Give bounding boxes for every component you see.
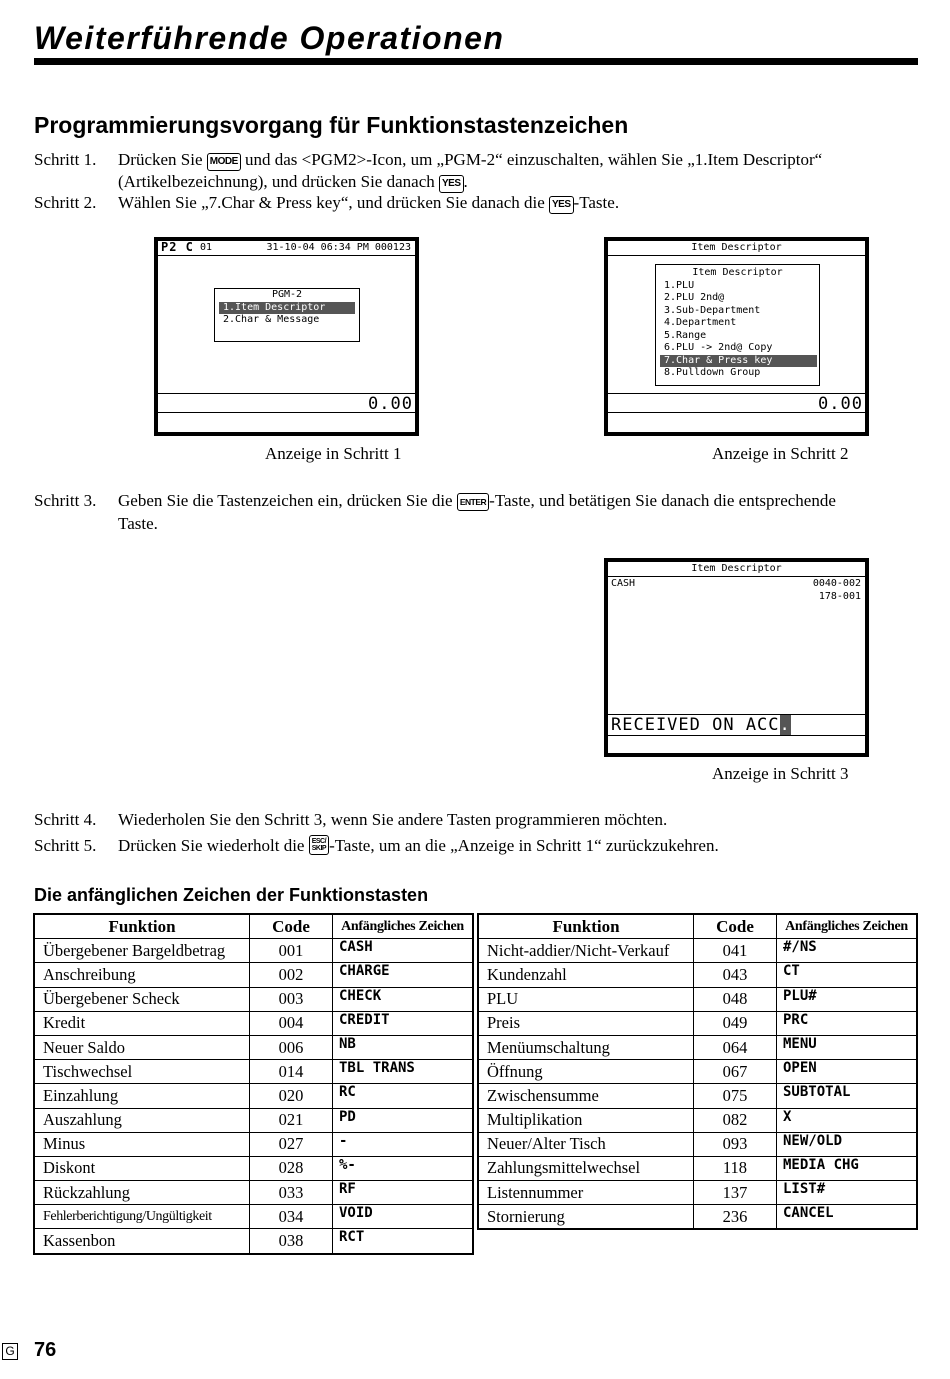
table-row [478,1035,917,1059]
cell-initial: NB [333,1035,474,1059]
cell-code: 038 [250,1229,333,1254]
menu-item[interactable]: 5.Range [664,329,707,341]
caption-screen-2: Anzeige in Schritt 2 [712,444,849,463]
step-text: Geben Sie die Tastenzeichen ein, drücken Sie die ENTER -Taste, und betätigen Sie danach die entsprechende [118,491,836,510]
menu-title: PGM-2 [271,289,303,300]
cell-function: Rückzahlung [34,1181,250,1205]
table-section-title: Die anfänglichen Zeichen der Funktionstasten [34,885,429,905]
cell-code: 020 [250,1084,333,1108]
table-row [34,1108,473,1132]
table-row [478,1108,917,1132]
menu-item[interactable]: 8.Pulldown Group [664,367,761,378]
cell-function: Anschreibung [34,963,250,987]
caption-screen-3: Anzeige in Schritt 3 [712,764,849,783]
text-cursor: . [779,715,791,735]
cell-code: 041 [694,939,777,963]
display-screen-3 [604,558,869,757]
cell-initial: CT [777,963,918,987]
cell-initial: RF [333,1181,474,1205]
cell-code: 075 [694,1084,777,1108]
screen-status-bar [158,241,415,256]
cell-initial: PRC [777,1011,918,1035]
cell-function: Listennummer [478,1181,694,1205]
table-row [478,939,917,963]
cell-function: Kredit [34,1011,250,1035]
item-descriptor-menu [655,264,820,386]
mode-number: 01 [200,242,213,253]
table-row [478,1132,917,1156]
cell-function: Menüumschaltung [478,1035,694,1059]
cell-function: Neuer Saldo [34,1035,250,1059]
cell-function: Übergebener Bargeldbetrag [34,939,250,963]
esc-skip-key-icon: ESC/ SKIP [309,835,329,855]
cell-function: Multiplikation [478,1108,694,1132]
display-screen-1 [154,237,419,436]
cell-code: 004 [250,1011,333,1035]
menu-item-selected[interactable]: 7.Char & Press key [660,355,817,368]
cell-initial: LIST# [777,1181,918,1205]
header-rule [34,58,918,65]
mode-key-icon: MODE [207,153,241,171]
cell-initial: CHARGE [333,963,474,987]
cell-initial: X [777,1108,918,1132]
table-row [34,1035,473,1059]
step-label: Schritt 2. [34,193,97,212]
step-text: Wiederholen Sie den Schritt 3, wenn Sie andere Tasten programmieren möchten. [118,810,668,829]
cell-code: 049 [694,1011,777,1035]
step-text: Drücken Sie wiederholt die ESC/ SKIP -Taste, um an die „Anzeige in Schritt 1“ zurückzukehren. [118,836,719,855]
cell-code: 236 [694,1205,777,1230]
mode-indicator: P2 C [161,240,194,254]
table-header-row [478,914,917,939]
table-row [478,1156,917,1180]
function-codes-table-left [33,913,474,1255]
cell-code: 137 [694,1181,777,1205]
step-text: Wählen Sie „7.Char & Press key“, und drücken Sie danach die YES -Taste. [118,193,620,212]
cell-function: Neuer/Alter Tisch [478,1132,694,1156]
cell-function: Diskont [34,1156,250,1180]
cell-code: 033 [250,1181,333,1205]
table-row [34,1205,473,1229]
cell-code: 064 [694,1035,777,1059]
cell-code: 093 [694,1132,777,1156]
chapter-title: Weiterführende Operationen [34,20,505,56]
table-row [34,1181,473,1205]
col-header-code: Code [694,914,777,939]
cell-code: 118 [694,1156,777,1180]
cell-initial: PLU# [777,987,918,1011]
cell-code: 001 [250,939,333,963]
cell-function: Auszahlung [34,1108,250,1132]
yes-key-icon: YES [549,196,574,214]
screen-title-bar: Item Descriptor [608,562,865,577]
language-marker: G [2,1343,18,1360]
cell-function: Kassenbon [34,1229,250,1254]
col-header-code: Code [250,914,333,939]
table-row [34,1084,473,1108]
page-number: 76 [34,1339,57,1361]
menu-item[interactable]: 2.PLU 2nd@ [664,292,725,303]
table-row [34,939,473,963]
cell-code: 021 [250,1108,333,1132]
cell-initial: RCT [333,1229,474,1254]
character-input-field[interactable]: RECEIVED ON ACC. [608,714,865,736]
amount-display: 0.00 [158,393,415,413]
table-row [34,1132,473,1156]
cell-code: 043 [694,963,777,987]
menu-item[interactable]: 2.Char & Message [223,314,320,325]
cell-initial: PD [333,1108,474,1132]
yes-key-icon: YES [439,175,464,193]
table-row [478,963,917,987]
cell-function: Öffnung [478,1060,694,1084]
cell-function: Zwischensumme [478,1084,694,1108]
cell-initial: MENU [777,1035,918,1059]
menu-item[interactable]: 4.Department [664,317,737,328]
key-name: CASH [611,578,636,589]
cell-code: 014 [250,1060,333,1084]
table-row [478,987,917,1011]
table-row [34,1229,473,1254]
table-row [34,1011,473,1035]
cell-initial: CANCEL [777,1205,918,1230]
caption-screen-1: Anzeige in Schritt 1 [265,444,402,463]
menu-item[interactable]: 3.Sub-Department [664,304,761,316]
cell-code: 034 [250,1205,333,1229]
cell-initial: CHECK [333,987,474,1011]
cell-function: Fehlerberichtigung/Ungültigkeit [34,1205,250,1229]
col-header-function: Funktion [34,914,250,939]
cell-initial: SUBTOTAL [777,1084,918,1108]
step-text: Drücken Sie MODE und das <PGM2>-Icon, um „PGM-2“ einzuschalten, wählen Sie „1.Item Descriptor“ [118,150,823,169]
cell-initial: %- [333,1156,474,1180]
step-label: Schritt 4. [34,810,97,829]
cell-initial: CREDIT [333,1011,474,1035]
cell-code: 027 [250,1132,333,1156]
cell-function: PLU [478,987,694,1011]
key-position: 178-001 [818,591,861,602]
cell-function: Kundenzahl [478,963,694,987]
cell-function: Übergebener Scheck [34,987,250,1011]
cell-initial: TBL TRANS [333,1060,474,1084]
cell-initial: CASH [333,939,474,963]
menu-item[interactable]: 6.PLU -> 2nd@ Copy [664,342,773,353]
cell-function: Nicht-addier/Nicht-Verkauf [478,939,694,963]
menu-item[interactable]: 1.PLU [664,279,695,291]
key-code: 0040-002 [812,578,861,589]
cell-code: 002 [250,963,333,987]
cell-initial: MEDIA CHG [777,1156,918,1180]
amount-display: 0.00 [608,393,865,413]
col-header-initial: Anfängliches Zeichen [777,914,918,939]
section-title: Programmierungsvorgang für Funktionstastenzeichen [34,112,629,138]
table-header-row [34,914,473,939]
table-row [34,1156,473,1180]
step-text: Taste. [118,514,158,533]
cell-function: Preis [478,1011,694,1035]
step-label: Schritt 3. [34,491,97,510]
table-row [478,1084,917,1108]
col-header-initial: Anfängliches Zeichen [333,914,474,939]
table-row [478,1060,917,1084]
cell-initial: RC [333,1084,474,1108]
cell-initial: VOID [333,1205,474,1229]
cell-function: Stornierung [478,1205,694,1230]
enter-key-icon: ENTER [457,493,489,511]
menu-item-selected[interactable]: 1.Item Descriptor [219,302,355,315]
table-row [34,963,473,987]
cell-code: 048 [694,987,777,1011]
cell-code: 067 [694,1060,777,1084]
table-row [478,1011,917,1035]
function-codes-table-right [477,913,918,1230]
table-row [34,987,473,1011]
screen-title-bar: Item Descriptor [608,241,865,256]
pgm-menu [214,288,360,342]
cell-initial: OPEN [777,1060,918,1084]
step-text: (Artikelbezeichnung), und drücken Sie danach YES . [118,172,468,191]
display-screen-2 [604,237,869,436]
cell-initial: #/NS [777,939,918,963]
menu-title: Item Descriptor [692,267,783,278]
cell-code: 028 [250,1156,333,1180]
cell-function: Zahlungsmittelwechsel [478,1156,694,1180]
cell-code: 082 [694,1108,777,1132]
table-row [478,1205,917,1230]
cell-initial: - [333,1132,474,1156]
cell-function: Minus [34,1132,250,1156]
table-row [34,1060,473,1084]
cell-function: Einzahlung [34,1084,250,1108]
step-label: Schritt 1. [34,150,97,169]
cell-function: Tischwechsel [34,1060,250,1084]
cell-code: 003 [250,987,333,1011]
cell-initial: NEW/OLD [777,1132,918,1156]
step-label: Schritt 5. [34,836,97,855]
col-header-function: Funktion [478,914,694,939]
cell-code: 006 [250,1035,333,1059]
datetime: 31-10-04 06:34 PM 000123 [266,242,411,253]
table-row [478,1181,917,1205]
